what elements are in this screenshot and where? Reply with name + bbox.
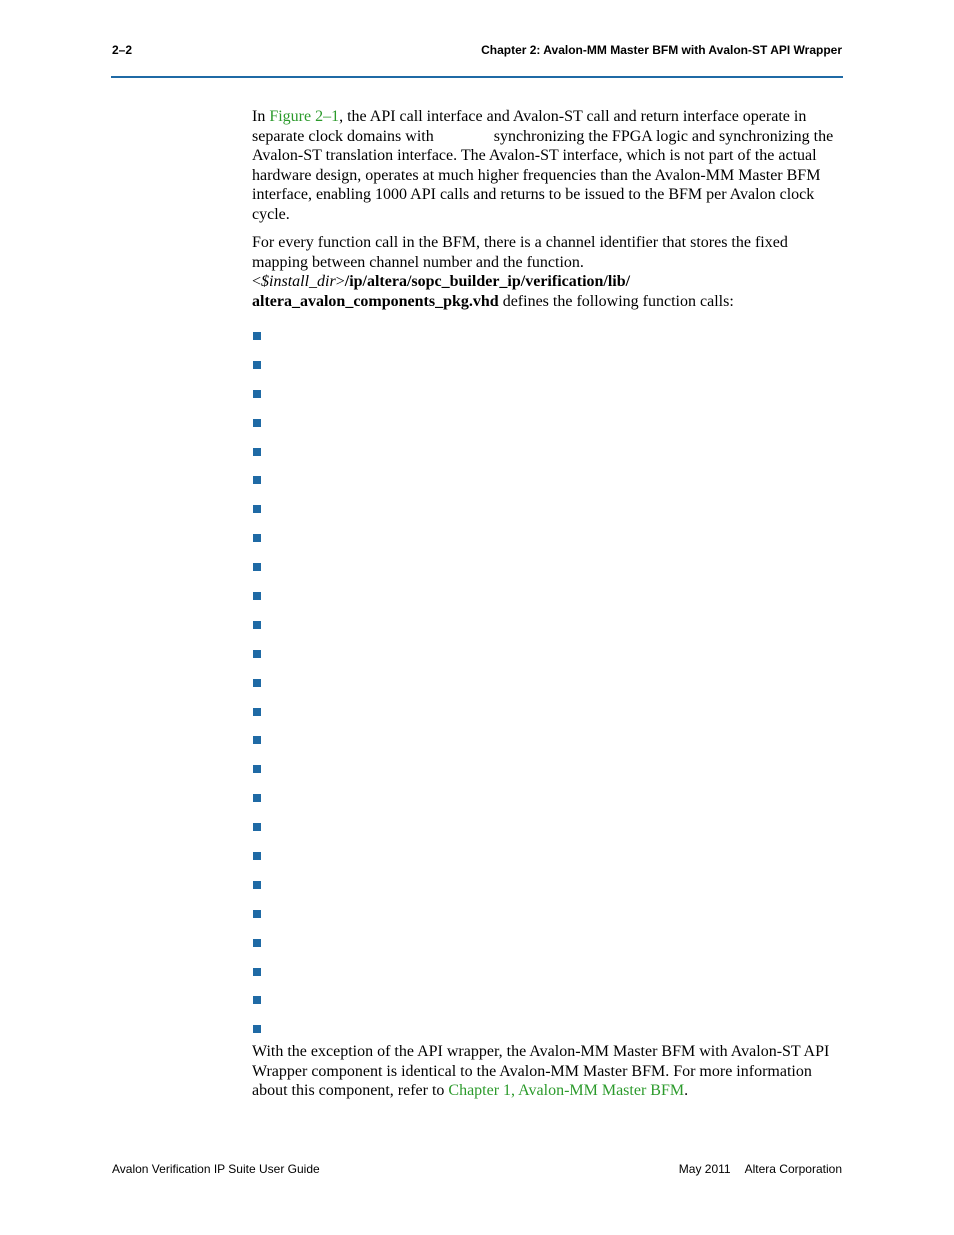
footer-right: [679, 1162, 842, 1176]
list-item: [253, 674, 261, 703]
square-bullet-icon: [253, 708, 261, 716]
publish-date: May 2011: [678, 1162, 731, 1176]
list-item: [253, 934, 261, 963]
page-number: 2–2: [112, 43, 133, 57]
list-item: [253, 963, 261, 992]
company-name: Altera Corporation: [744, 1162, 842, 1176]
square-bullet-icon: [253, 736, 261, 744]
square-bullet-icon: [253, 592, 261, 600]
chapter-title: Chapter 2: Avalon-MM Master BFM with Avalon-ST API Wrapper: [481, 43, 842, 57]
paragraph-channel-identifier: For every function call in the BFM, there is a channel identifier that stores the fixed mapping between channel number and the function. <$install_dir>/ip/altera/sopc_builder_ip/verification/lib/ altera_avalon_components_pkg.vhd defines the following function calls:: [252, 234, 788, 310]
install-dir: $install_dir: [261, 273, 336, 290]
paragraph-api-wrapper: With the exception of the API wrapper, the Avalon-MM Master BFM with Avalon-ST API Wrapper component is identical to the Avalon-MM Master BFM. For more information about this component, refer to Chapter 1, Avalon-MM Master BFM.: [252, 1043, 830, 1099]
list-item: [253, 703, 261, 732]
package-path: /ip/altera/sopc_builder_ip/verification/lib/ altera_avalon_components_pkg.vhd: [252, 273, 631, 310]
square-bullet-icon: [253, 765, 261, 773]
guide-title: Avalon Verification IP Suite User Guide: [112, 1162, 320, 1176]
list-item: [253, 500, 261, 529]
list-item: [253, 356, 261, 385]
square-bullet-icon: [253, 361, 261, 369]
list-item: [253, 991, 261, 1020]
square-bullet-icon: [253, 563, 261, 571]
list-item: [253, 587, 261, 616]
square-bullet-icon: [253, 679, 261, 687]
list-item: [253, 529, 261, 558]
paragraph-clock-domains: In Figure 2–1, the API call interface and Avalon-ST call and return interface operate in separate clock domains with synchronizing the FPGA logic and synchronizing the Avalon-ST translation interface. The Avalon-ST interface, which is not part of the actual hardware design, operates at much higher frequencies than the Avalon-MM Master BFM interface, enabling 1000 API calls and returns to be issued to the BFM per Avalon clock cycle.: [252, 108, 834, 223]
header-rule: [111, 76, 843, 78]
square-bullet-icon: [253, 910, 261, 918]
square-bullet-icon: [253, 1025, 261, 1033]
square-bullet-icon: [253, 968, 261, 976]
list-item: [253, 818, 261, 847]
square-bullet-icon: [253, 419, 261, 427]
square-bullet-icon: [253, 852, 261, 860]
square-bullet-icon: [253, 650, 261, 658]
square-bullet-icon: [253, 823, 261, 831]
square-bullet-icon: [253, 476, 261, 484]
list-item: [253, 789, 261, 818]
square-bullet-icon: [253, 939, 261, 947]
square-bullet-icon: [253, 390, 261, 398]
list-item: [253, 760, 261, 789]
chapter-1-link[interactable]: Chapter 1, Avalon-MM Master BFM: [448, 1082, 685, 1099]
square-bullet-icon: [253, 621, 261, 629]
function-call-list: [253, 327, 261, 1049]
square-bullet-icon: [253, 996, 261, 1004]
list-item: [253, 385, 261, 414]
figure-2-1-link[interactable]: Figure 2–1: [269, 108, 340, 125]
square-bullet-icon: [253, 448, 261, 456]
list-item: [253, 731, 261, 760]
list-item: [253, 414, 261, 443]
list-item: [253, 876, 261, 905]
square-bullet-icon: [253, 881, 261, 889]
square-bullet-icon: [253, 534, 261, 542]
square-bullet-icon: [253, 505, 261, 513]
list-item: [253, 847, 261, 876]
list-item: [253, 645, 261, 674]
list-item: [253, 616, 261, 645]
list-item: [253, 443, 261, 472]
list-item: [253, 558, 261, 587]
square-bullet-icon: [253, 332, 261, 340]
list-item: [253, 905, 261, 934]
list-item: [253, 327, 261, 356]
list-item: [253, 471, 261, 500]
square-bullet-icon: [253, 794, 261, 802]
